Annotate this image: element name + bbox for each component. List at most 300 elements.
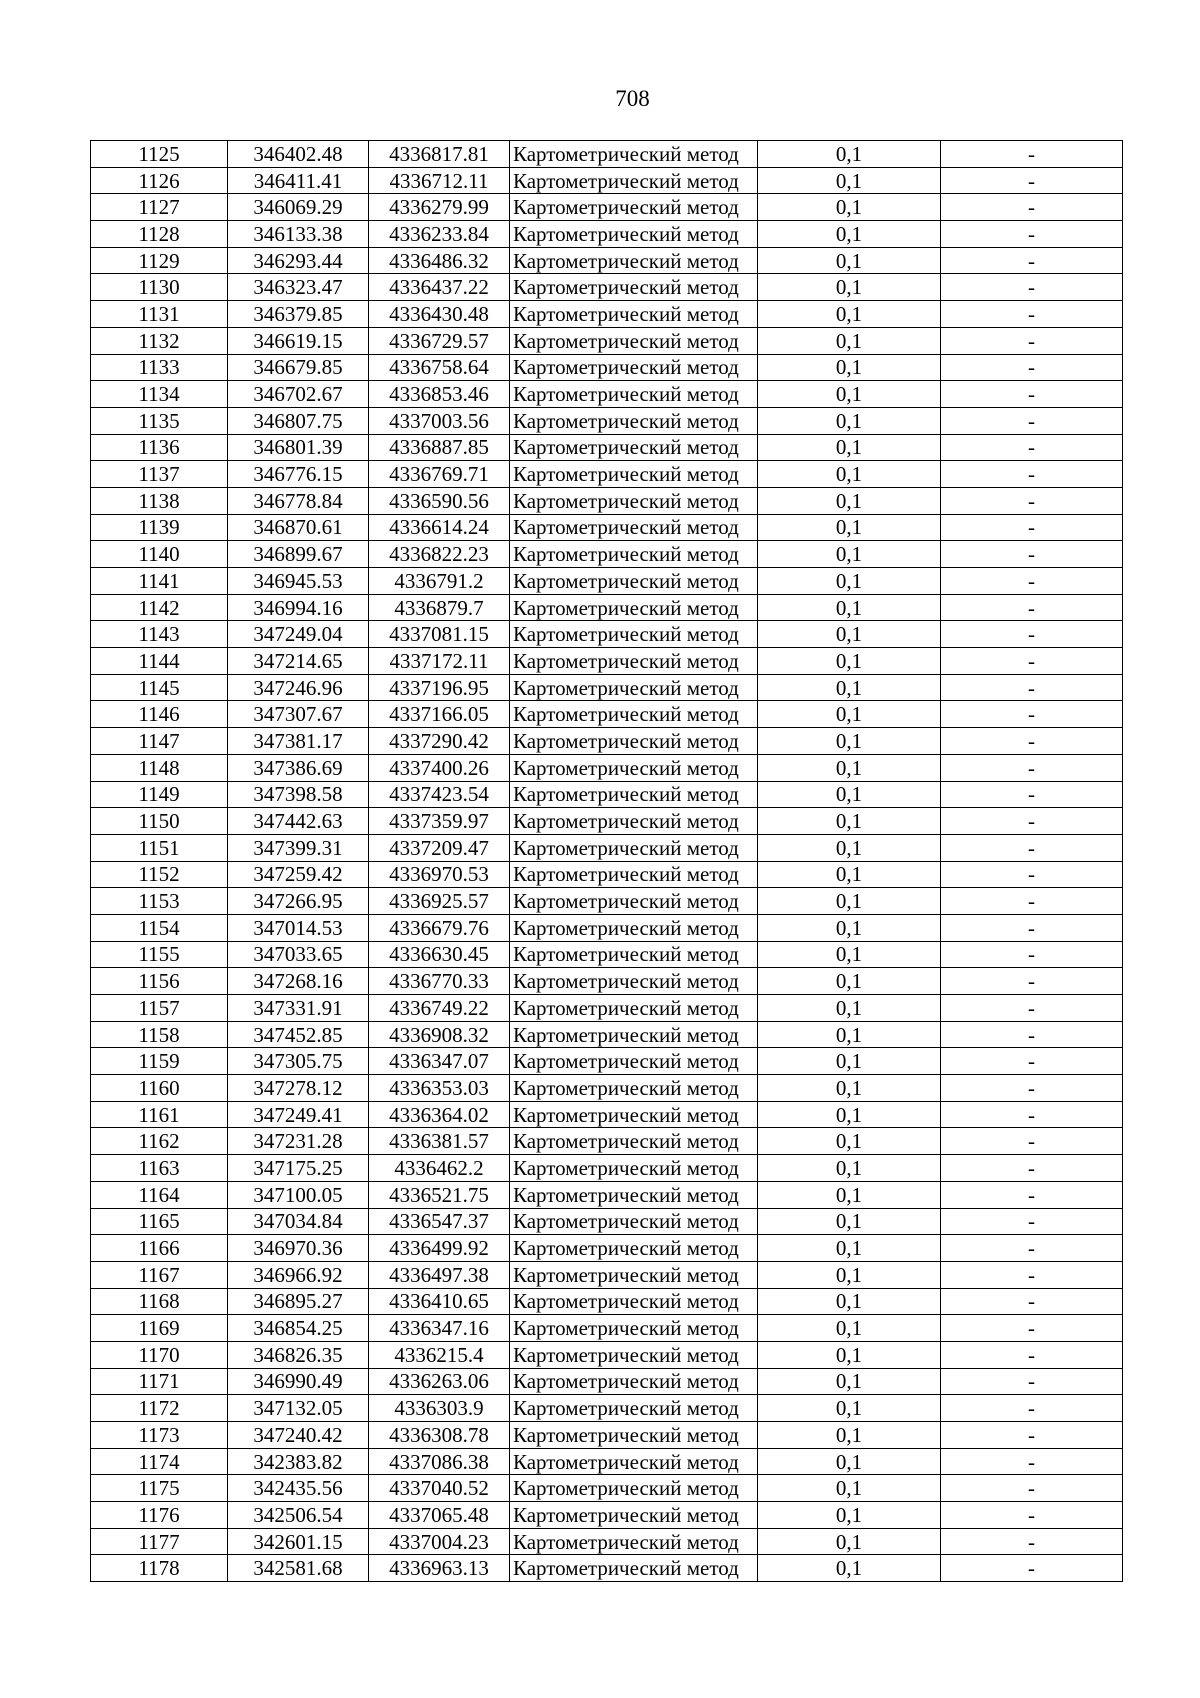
method-cell: Картометрический метод: [510, 808, 758, 835]
x-coordinate-cell: 346826.35: [228, 1341, 369, 1368]
description-cell: -: [941, 1448, 1123, 1475]
description-cell: -: [941, 461, 1123, 488]
table-row: [91, 247, 1123, 274]
point-number-cell: 1130: [91, 274, 228, 301]
x-coordinate-cell: 346966.92: [228, 1261, 369, 1288]
y-coordinate-cell: 4336279.99: [369, 194, 510, 221]
point-number-cell: 1132: [91, 327, 228, 354]
y-coordinate-cell: 4337423.54: [369, 781, 510, 808]
description-cell: -: [941, 1155, 1123, 1182]
description-cell: -: [941, 407, 1123, 434]
x-coordinate-cell: 347246.96: [228, 674, 369, 701]
y-coordinate-cell: 4337290.42: [369, 728, 510, 755]
accuracy-cell: 0,1: [758, 434, 941, 461]
method-cell: Картометрический метод: [510, 247, 758, 274]
method-cell: Картометрический метод: [510, 568, 758, 595]
method-cell: Картометрический метод: [510, 1021, 758, 1048]
x-coordinate-cell: 347399.31: [228, 834, 369, 861]
accuracy-cell: 0,1: [758, 1341, 941, 1368]
description-cell: -: [941, 728, 1123, 755]
description-cell: -: [941, 941, 1123, 968]
x-coordinate-cell: 347381.17: [228, 728, 369, 755]
y-coordinate-cell: 4336749.22: [369, 995, 510, 1022]
point-number-cell: 1136: [91, 434, 228, 461]
method-cell: Картометрический метод: [510, 1475, 758, 1502]
table-row: [91, 834, 1123, 861]
x-coordinate-cell: 346133.38: [228, 221, 369, 248]
x-coordinate-cell: 346801.39: [228, 434, 369, 461]
y-coordinate-cell: 4336430.48: [369, 301, 510, 328]
y-coordinate-cell: 4336303.9: [369, 1395, 510, 1422]
method-cell: Картометрический метод: [510, 834, 758, 861]
accuracy-cell: 0,1: [758, 1235, 941, 1262]
description-cell: -: [941, 141, 1123, 168]
x-coordinate-cell: 347175.25: [228, 1155, 369, 1182]
method-cell: Картометрический метод: [510, 167, 758, 194]
table-row: [91, 754, 1123, 781]
y-coordinate-cell: 4336347.07: [369, 1048, 510, 1075]
accuracy-cell: 0,1: [758, 1528, 941, 1555]
accuracy-cell: 0,1: [758, 995, 941, 1022]
method-cell: Картометрический метод: [510, 728, 758, 755]
y-coordinate-cell: 4336497.38: [369, 1261, 510, 1288]
table-row: [91, 674, 1123, 701]
description-cell: -: [941, 1261, 1123, 1288]
table-row: [91, 141, 1123, 168]
y-coordinate-cell: 4336486.32: [369, 247, 510, 274]
x-coordinate-cell: 346702.67: [228, 381, 369, 408]
y-coordinate-cell: 4336770.33: [369, 968, 510, 995]
x-coordinate-cell: 347268.16: [228, 968, 369, 995]
accuracy-cell: 0,1: [758, 1155, 941, 1182]
point-number-cell: 1177: [91, 1528, 228, 1555]
x-coordinate-cell: 342435.56: [228, 1475, 369, 1502]
accuracy-cell: 0,1: [758, 1101, 941, 1128]
table-row: [91, 1502, 1123, 1529]
y-coordinate-cell: 4336364.02: [369, 1101, 510, 1128]
x-coordinate-cell: 347452.85: [228, 1021, 369, 1048]
point-number-cell: 1146: [91, 701, 228, 728]
method-cell: Картометрический метод: [510, 1422, 758, 1449]
description-cell: -: [941, 1288, 1123, 1315]
method-cell: Картометрический метод: [510, 701, 758, 728]
description-cell: -: [941, 701, 1123, 728]
point-number-cell: 1151: [91, 834, 228, 861]
point-number-cell: 1160: [91, 1075, 228, 1102]
y-coordinate-cell: 4336791.2: [369, 568, 510, 595]
table-row: [91, 888, 1123, 915]
description-cell: -: [941, 861, 1123, 888]
description-cell: -: [941, 1075, 1123, 1102]
description-cell: -: [941, 808, 1123, 835]
coordinates-table: [90, 140, 1123, 1582]
y-coordinate-cell: 4337086.38: [369, 1448, 510, 1475]
description-cell: -: [941, 888, 1123, 915]
method-cell: Картометрический метод: [510, 781, 758, 808]
method-cell: Картометрический метод: [510, 754, 758, 781]
method-cell: Картометрический метод: [510, 274, 758, 301]
y-coordinate-cell: 4336679.76: [369, 914, 510, 941]
accuracy-cell: 0,1: [758, 167, 941, 194]
description-cell: -: [941, 1395, 1123, 1422]
accuracy-cell: 0,1: [758, 1181, 941, 1208]
method-cell: Картометрический метод: [510, 1502, 758, 1529]
y-coordinate-cell: 4336233.84: [369, 221, 510, 248]
point-number-cell: 1161: [91, 1101, 228, 1128]
method-cell: Картометрический метод: [510, 1261, 758, 1288]
description-cell: -: [941, 514, 1123, 541]
description-cell: -: [941, 568, 1123, 595]
accuracy-cell: 0,1: [758, 1075, 941, 1102]
method-cell: Картометрический метод: [510, 1395, 758, 1422]
point-number-cell: 1131: [91, 301, 228, 328]
accuracy-cell: 0,1: [758, 621, 941, 648]
point-number-cell: 1135: [91, 407, 228, 434]
point-number-cell: 1138: [91, 487, 228, 514]
table-row: [91, 167, 1123, 194]
x-coordinate-cell: 347398.58: [228, 781, 369, 808]
description-cell: -: [941, 1208, 1123, 1235]
table-row: [91, 1261, 1123, 1288]
accuracy-cell: 0,1: [758, 1208, 941, 1235]
point-number-cell: 1134: [91, 381, 228, 408]
description-cell: -: [941, 221, 1123, 248]
accuracy-cell: 0,1: [758, 381, 941, 408]
accuracy-cell: 0,1: [758, 834, 941, 861]
point-number-cell: 1162: [91, 1128, 228, 1155]
table-row: [91, 648, 1123, 675]
table-row: [91, 621, 1123, 648]
point-number-cell: 1147: [91, 728, 228, 755]
method-cell: Картометрический метод: [510, 941, 758, 968]
table-row: [91, 1235, 1123, 1262]
accuracy-cell: 0,1: [758, 1128, 941, 1155]
accuracy-cell: 0,1: [758, 514, 941, 541]
table-row: [91, 1422, 1123, 1449]
description-cell: -: [941, 914, 1123, 941]
accuracy-cell: 0,1: [758, 754, 941, 781]
method-cell: Картометрический метод: [510, 1155, 758, 1182]
x-coordinate-cell: 347278.12: [228, 1075, 369, 1102]
x-coordinate-cell: 346994.16: [228, 594, 369, 621]
method-cell: Картометрический метод: [510, 1368, 758, 1395]
table-row: [91, 1075, 1123, 1102]
point-number-cell: 1139: [91, 514, 228, 541]
method-cell: Картометрический метод: [510, 1235, 758, 1262]
point-number-cell: 1169: [91, 1315, 228, 1342]
description-cell: -: [941, 1128, 1123, 1155]
x-coordinate-cell: 346323.47: [228, 274, 369, 301]
x-coordinate-cell: 347132.05: [228, 1395, 369, 1422]
method-cell: Картометрический метод: [510, 381, 758, 408]
method-cell: Картометрический метод: [510, 914, 758, 941]
x-coordinate-cell: 347259.42: [228, 861, 369, 888]
table-row: [91, 914, 1123, 941]
accuracy-cell: 0,1: [758, 1448, 941, 1475]
table-row: [91, 194, 1123, 221]
table-row: [91, 1368, 1123, 1395]
description-cell: -: [941, 1021, 1123, 1048]
y-coordinate-cell: 4336462.2: [369, 1155, 510, 1182]
y-coordinate-cell: 4337003.56: [369, 407, 510, 434]
x-coordinate-cell: 346807.75: [228, 407, 369, 434]
y-coordinate-cell: 4336887.85: [369, 434, 510, 461]
method-cell: Картометрический метод: [510, 1075, 758, 1102]
description-cell: -: [941, 1368, 1123, 1395]
point-number-cell: 1163: [91, 1155, 228, 1182]
description-cell: -: [941, 381, 1123, 408]
table-row: [91, 728, 1123, 755]
table-row: [91, 1555, 1123, 1582]
table-row: [91, 1101, 1123, 1128]
x-coordinate-cell: 346402.48: [228, 141, 369, 168]
x-coordinate-cell: 342581.68: [228, 1555, 369, 1582]
accuracy-cell: 0,1: [758, 1502, 941, 1529]
table-row: [91, 1528, 1123, 1555]
accuracy-cell: 0,1: [758, 1261, 941, 1288]
point-number-cell: 1175: [91, 1475, 228, 1502]
method-cell: Картометрический метод: [510, 221, 758, 248]
method-cell: Картометрический метод: [510, 514, 758, 541]
point-number-cell: 1149: [91, 781, 228, 808]
x-coordinate-cell: 346411.41: [228, 167, 369, 194]
x-coordinate-cell: 346619.15: [228, 327, 369, 354]
accuracy-cell: 0,1: [758, 1555, 941, 1582]
table-row: [91, 407, 1123, 434]
accuracy-cell: 0,1: [758, 1475, 941, 1502]
point-number-cell: 1167: [91, 1261, 228, 1288]
method-cell: Картометрический метод: [510, 194, 758, 221]
x-coordinate-cell: 347249.04: [228, 621, 369, 648]
y-coordinate-cell: 4337166.05: [369, 701, 510, 728]
point-number-cell: 1145: [91, 674, 228, 701]
table-row: [91, 381, 1123, 408]
y-coordinate-cell: 4336499.92: [369, 1235, 510, 1262]
method-cell: Картометрический метод: [510, 1288, 758, 1315]
accuracy-cell: 0,1: [758, 1021, 941, 1048]
table-row: [91, 941, 1123, 968]
table-row: [91, 1208, 1123, 1235]
x-coordinate-cell: 347331.91: [228, 995, 369, 1022]
table-row: [91, 808, 1123, 835]
point-number-cell: 1127: [91, 194, 228, 221]
y-coordinate-cell: 4336925.57: [369, 888, 510, 915]
description-cell: -: [941, 1101, 1123, 1128]
accuracy-cell: 0,1: [758, 1368, 941, 1395]
y-coordinate-cell: 4337209.47: [369, 834, 510, 861]
method-cell: Картометрический метод: [510, 301, 758, 328]
x-coordinate-cell: 347266.95: [228, 888, 369, 915]
accuracy-cell: 0,1: [758, 407, 941, 434]
x-coordinate-cell: 346069.29: [228, 194, 369, 221]
x-coordinate-cell: 347240.42: [228, 1422, 369, 1449]
x-coordinate-cell: 347214.65: [228, 648, 369, 675]
accuracy-cell: 0,1: [758, 221, 941, 248]
description-cell: -: [941, 541, 1123, 568]
point-number-cell: 1128: [91, 221, 228, 248]
point-number-cell: 1168: [91, 1288, 228, 1315]
description-cell: -: [941, 834, 1123, 861]
description-cell: -: [941, 781, 1123, 808]
point-number-cell: 1137: [91, 461, 228, 488]
description-cell: -: [941, 674, 1123, 701]
table-row: [91, 461, 1123, 488]
x-coordinate-cell: 347034.84: [228, 1208, 369, 1235]
point-number-cell: 1144: [91, 648, 228, 675]
accuracy-cell: 0,1: [758, 674, 941, 701]
point-number-cell: 1154: [91, 914, 228, 941]
y-coordinate-cell: 4336963.13: [369, 1555, 510, 1582]
point-number-cell: 1148: [91, 754, 228, 781]
description-cell: -: [941, 1475, 1123, 1502]
method-cell: Картометрический метод: [510, 621, 758, 648]
x-coordinate-cell: 347386.69: [228, 754, 369, 781]
table-row: [91, 354, 1123, 381]
point-number-cell: 1133: [91, 354, 228, 381]
x-coordinate-cell: 347014.53: [228, 914, 369, 941]
method-cell: Картометрический метод: [510, 1315, 758, 1342]
description-cell: -: [941, 487, 1123, 514]
y-coordinate-cell: 4336308.78: [369, 1422, 510, 1449]
table-row: [91, 1288, 1123, 1315]
point-number-cell: 1141: [91, 568, 228, 595]
point-number-cell: 1150: [91, 808, 228, 835]
point-number-cell: 1164: [91, 1181, 228, 1208]
point-number-cell: 1142: [91, 594, 228, 621]
accuracy-cell: 0,1: [758, 1048, 941, 1075]
description-cell: -: [941, 995, 1123, 1022]
method-cell: Картометрический метод: [510, 1048, 758, 1075]
y-coordinate-cell: 4336853.46: [369, 381, 510, 408]
method-cell: Картометрический метод: [510, 407, 758, 434]
x-coordinate-cell: 346679.85: [228, 354, 369, 381]
x-coordinate-cell: 347442.63: [228, 808, 369, 835]
method-cell: Картометрический метод: [510, 434, 758, 461]
description-cell: -: [941, 194, 1123, 221]
point-number-cell: 1125: [91, 141, 228, 168]
table-row: [91, 541, 1123, 568]
accuracy-cell: 0,1: [758, 327, 941, 354]
description-cell: -: [941, 434, 1123, 461]
accuracy-cell: 0,1: [758, 247, 941, 274]
method-cell: Картометрический метод: [510, 1528, 758, 1555]
y-coordinate-cell: 4336215.4: [369, 1341, 510, 1368]
y-coordinate-cell: 4337196.95: [369, 674, 510, 701]
accuracy-cell: 0,1: [758, 1422, 941, 1449]
point-number-cell: 1152: [91, 861, 228, 888]
point-number-cell: 1178: [91, 1555, 228, 1582]
accuracy-cell: 0,1: [758, 594, 941, 621]
y-coordinate-cell: 4336822.23: [369, 541, 510, 568]
point-number-cell: 1129: [91, 247, 228, 274]
table-row: [91, 1395, 1123, 1422]
point-number-cell: 1173: [91, 1422, 228, 1449]
accuracy-cell: 0,1: [758, 301, 941, 328]
y-coordinate-cell: 4336547.37: [369, 1208, 510, 1235]
description-cell: -: [941, 1502, 1123, 1529]
description-cell: -: [941, 167, 1123, 194]
description-cell: -: [941, 301, 1123, 328]
y-coordinate-cell: 4336712.11: [369, 167, 510, 194]
point-number-cell: 1170: [91, 1341, 228, 1368]
method-cell: Картометрический метод: [510, 861, 758, 888]
point-number-cell: 1140: [91, 541, 228, 568]
table-row: [91, 1155, 1123, 1182]
table-row: [91, 568, 1123, 595]
table-row: [91, 1048, 1123, 1075]
point-number-cell: 1143: [91, 621, 228, 648]
coordinates-table-body: [91, 141, 1123, 1582]
y-coordinate-cell: 4336347.16: [369, 1315, 510, 1342]
method-cell: Картометрический метод: [510, 594, 758, 621]
x-coordinate-cell: 346778.84: [228, 487, 369, 514]
method-cell: Картометрический метод: [510, 1341, 758, 1368]
method-cell: Картометрический метод: [510, 141, 758, 168]
method-cell: Картометрический метод: [510, 1555, 758, 1582]
table-row: [91, 1475, 1123, 1502]
point-number-cell: 1155: [91, 941, 228, 968]
accuracy-cell: 0,1: [758, 914, 941, 941]
y-coordinate-cell: 4336590.56: [369, 487, 510, 514]
accuracy-cell: 0,1: [758, 941, 941, 968]
y-coordinate-cell: 4337040.52: [369, 1475, 510, 1502]
accuracy-cell: 0,1: [758, 568, 941, 595]
description-cell: -: [941, 968, 1123, 995]
table-row: [91, 221, 1123, 248]
method-cell: Картометрический метод: [510, 1101, 758, 1128]
accuracy-cell: 0,1: [758, 461, 941, 488]
accuracy-cell: 0,1: [758, 194, 941, 221]
x-coordinate-cell: 346776.15: [228, 461, 369, 488]
x-coordinate-cell: 342601.15: [228, 1528, 369, 1555]
table-row: [91, 1021, 1123, 1048]
x-coordinate-cell: 346854.25: [228, 1315, 369, 1342]
description-cell: -: [941, 1341, 1123, 1368]
y-coordinate-cell: 4336970.53: [369, 861, 510, 888]
y-coordinate-cell: 4337065.48: [369, 1502, 510, 1529]
description-cell: -: [941, 274, 1123, 301]
point-number-cell: 1176: [91, 1502, 228, 1529]
y-coordinate-cell: 4337400.26: [369, 754, 510, 781]
description-cell: -: [941, 247, 1123, 274]
point-number-cell: 1171: [91, 1368, 228, 1395]
table-row: [91, 1448, 1123, 1475]
x-coordinate-cell: 342506.54: [228, 1502, 369, 1529]
method-cell: Картометрический метод: [510, 1181, 758, 1208]
method-cell: Картометрический метод: [510, 354, 758, 381]
method-cell: Картометрический метод: [510, 648, 758, 675]
x-coordinate-cell: 346945.53: [228, 568, 369, 595]
accuracy-cell: 0,1: [758, 487, 941, 514]
description-cell: -: [941, 648, 1123, 675]
method-cell: Картометрический метод: [510, 888, 758, 915]
x-coordinate-cell: 342383.82: [228, 1448, 369, 1475]
table-row: [91, 487, 1123, 514]
x-coordinate-cell: 347231.28: [228, 1128, 369, 1155]
table-row: [91, 781, 1123, 808]
method-cell: Картометрический метод: [510, 487, 758, 514]
accuracy-cell: 0,1: [758, 808, 941, 835]
y-coordinate-cell: 4337081.15: [369, 621, 510, 648]
accuracy-cell: 0,1: [758, 1395, 941, 1422]
x-coordinate-cell: 347249.41: [228, 1101, 369, 1128]
description-cell: -: [941, 1235, 1123, 1262]
accuracy-cell: 0,1: [758, 888, 941, 915]
accuracy-cell: 0,1: [758, 354, 941, 381]
point-number-cell: 1174: [91, 1448, 228, 1475]
y-coordinate-cell: 4336614.24: [369, 514, 510, 541]
table-row: [91, 1315, 1123, 1342]
